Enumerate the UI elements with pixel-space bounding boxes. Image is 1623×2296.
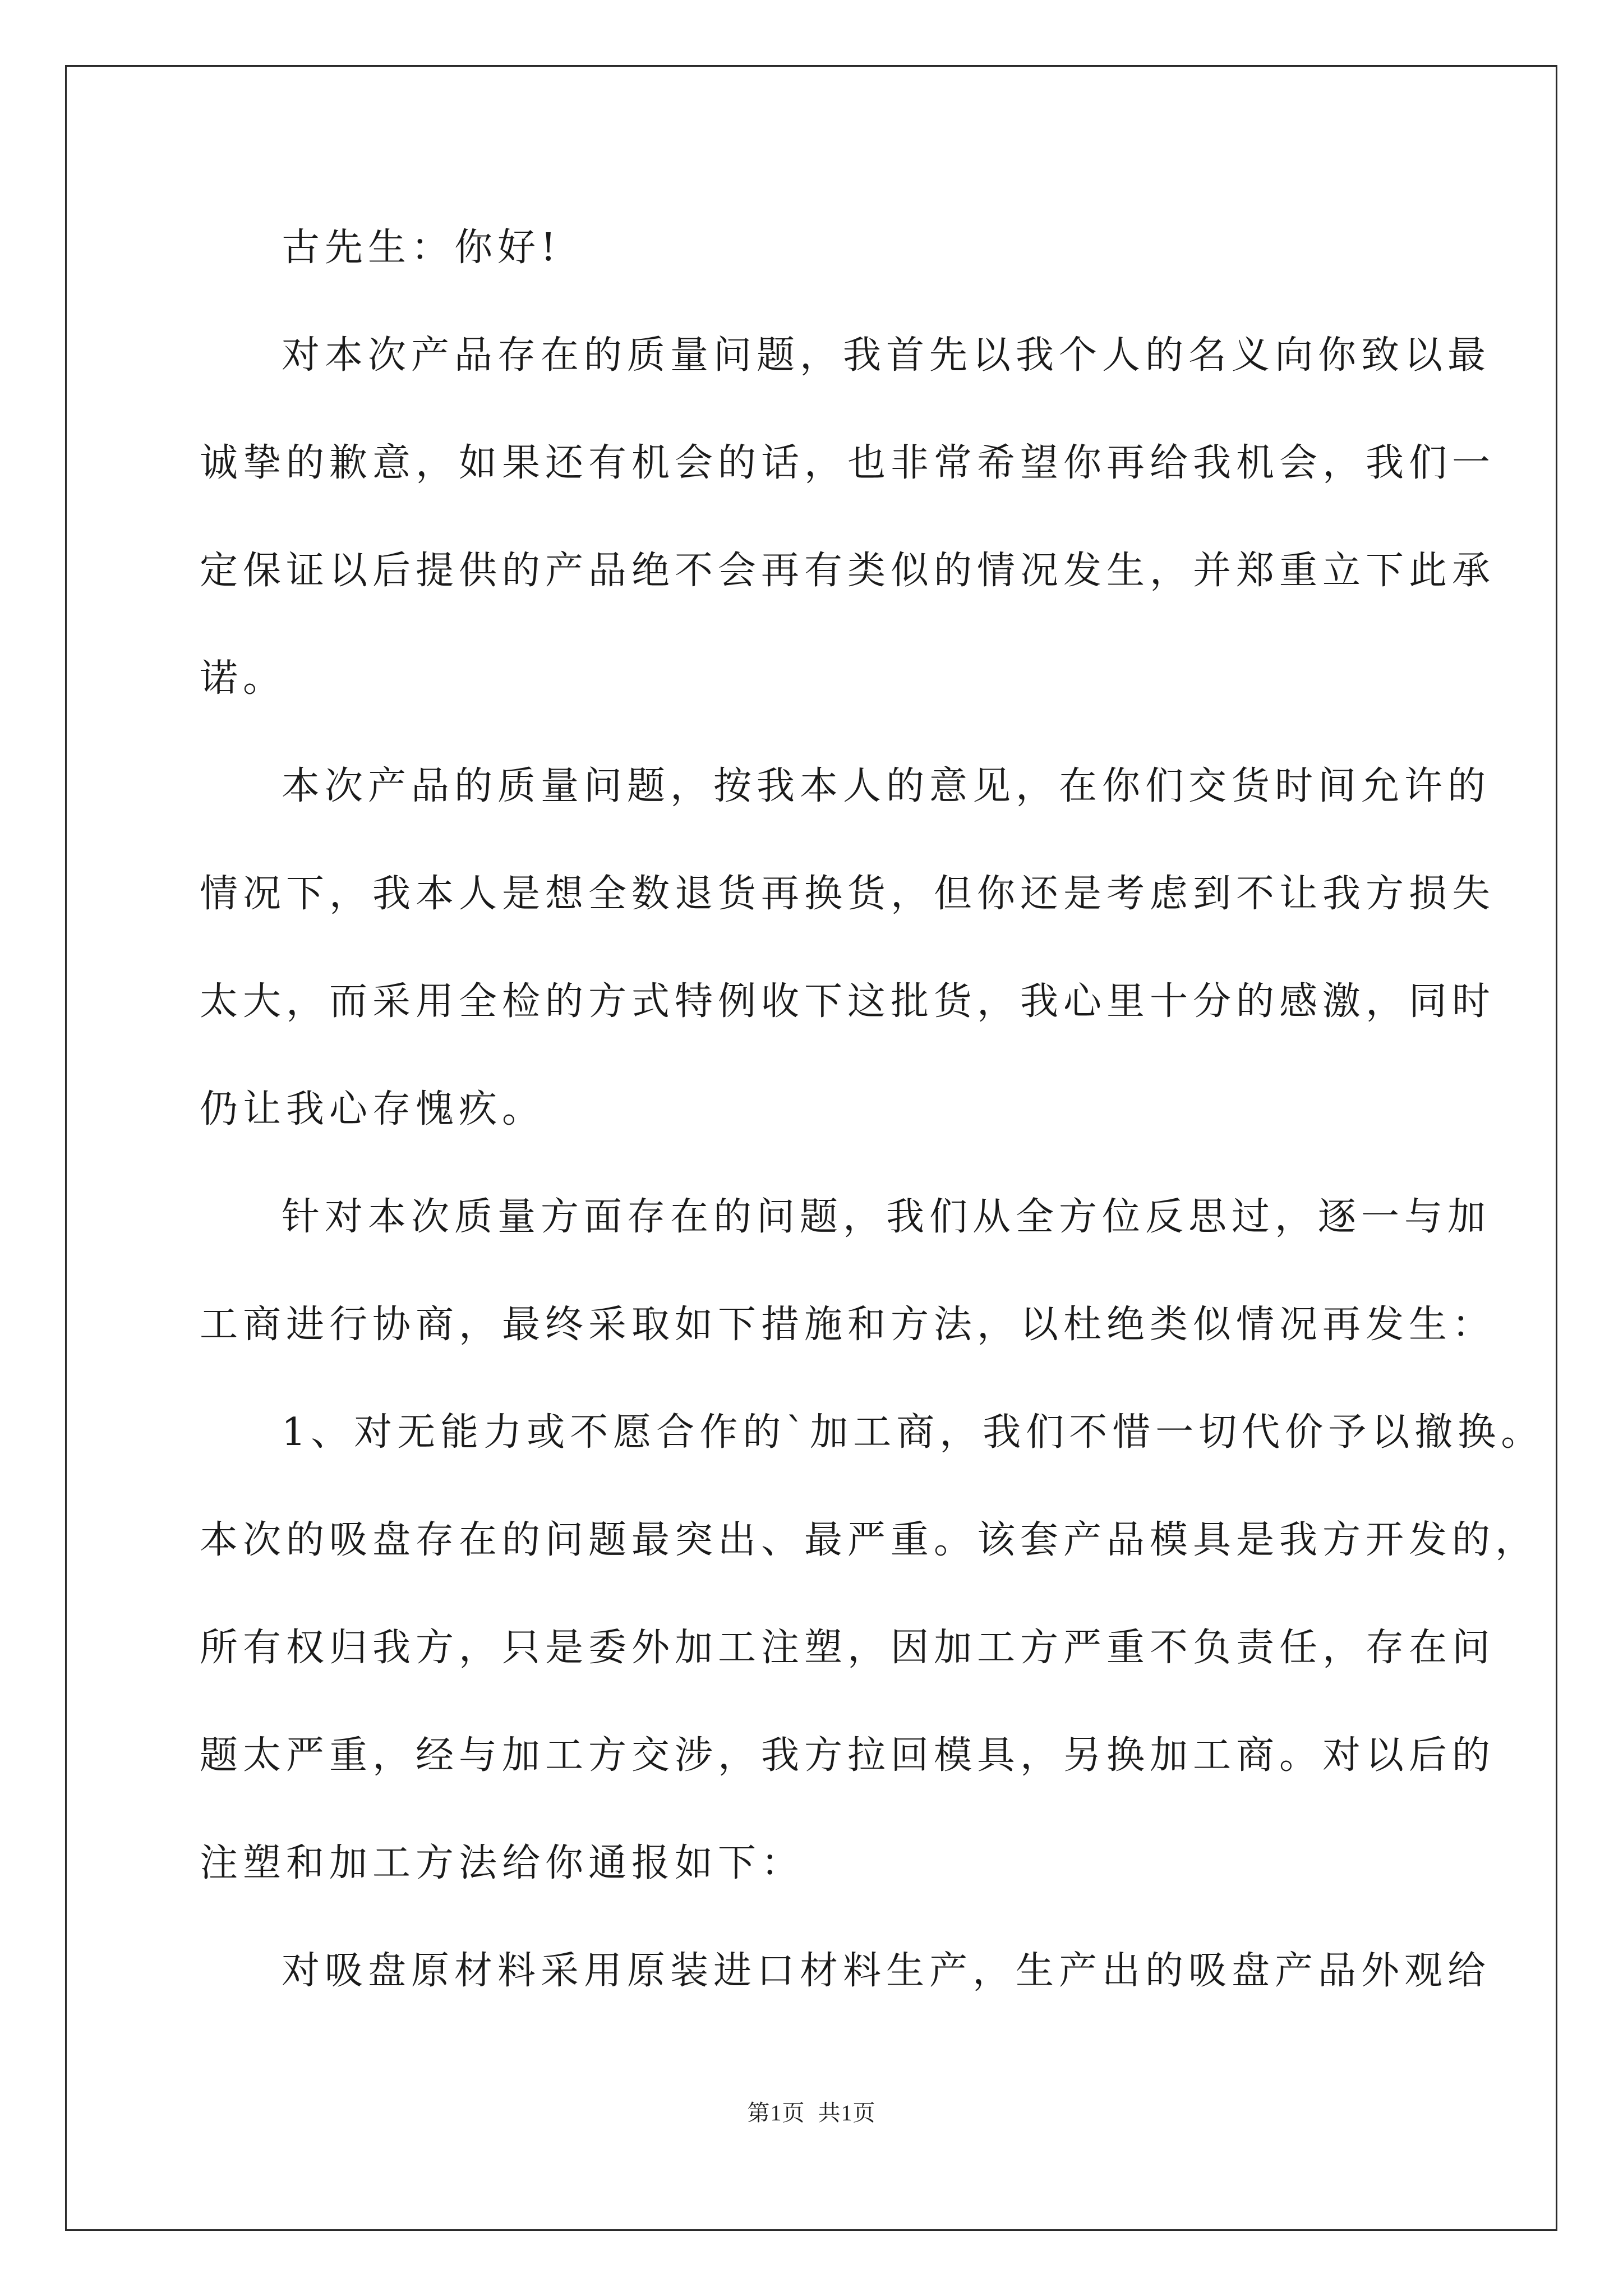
text-line: 题太严重，经与加工方交涉，我方拉回模具，另换加工商。对以后的 xyxy=(200,1733,1496,1778)
text-line: 诚挚的歉意，如果还有机会的话，也非常希望你再给我机会，我们一 xyxy=(200,441,1496,485)
text-line: 情况下，我本人是想全数退货再换货，但你还是考虑到不让我方损失 xyxy=(200,872,1496,916)
text-line: 定保证以后提供的产品绝不会再有类似的情况发生，并郑重立下此承 xyxy=(200,549,1496,593)
text-line: 对本次产品存在的质量问题，我首先以我个人的名义向你致以最 xyxy=(282,333,1491,378)
letter-body xyxy=(200,220,1544,2051)
page-footer xyxy=(0,2095,1623,2127)
page-number: 第1页 xyxy=(747,2100,805,2125)
text-line: 诺。 xyxy=(200,656,287,701)
text-line: 1、对无能力或不愿合作的`加工商，我们不惜一切代价予以撤换。 xyxy=(282,1410,1544,1455)
text-line: 注塑和加工方法给你通报如下： xyxy=(200,1841,805,1885)
text-line: 本次产品的质量问题，按我本人的意见，在你们交货时间允许的 xyxy=(282,764,1491,808)
salutation-line: 古先生：你好! xyxy=(282,226,561,270)
text-line: 工商进行协商，最终采取如下措施和方法，以杜绝类似情况再发生： xyxy=(200,1303,1496,1347)
text-line: 仍让我心存愧疚。 xyxy=(200,1087,546,1131)
text-line: 本次的吸盘存在的问题最突出、最严重。该套产品模具是我方开发的， xyxy=(200,1518,1539,1562)
text-line: 针对本次质量方面存在的问题，我们从全方位反思过，逐一与加 xyxy=(282,1195,1491,1239)
text-line: 太大，而采用全检的方式特例收下这批货，我心里十分的感激，同时 xyxy=(200,979,1496,1024)
text-line: 所有权归我方，只是委外加工注塑，因加工方严重不负责任，存在问 xyxy=(200,1626,1496,1670)
text-line: 对吸盘原材料采用原装进口材料生产，生产出的吸盘产品外观给 xyxy=(282,1949,1491,1993)
page-total: 共1页 xyxy=(818,2100,876,2125)
